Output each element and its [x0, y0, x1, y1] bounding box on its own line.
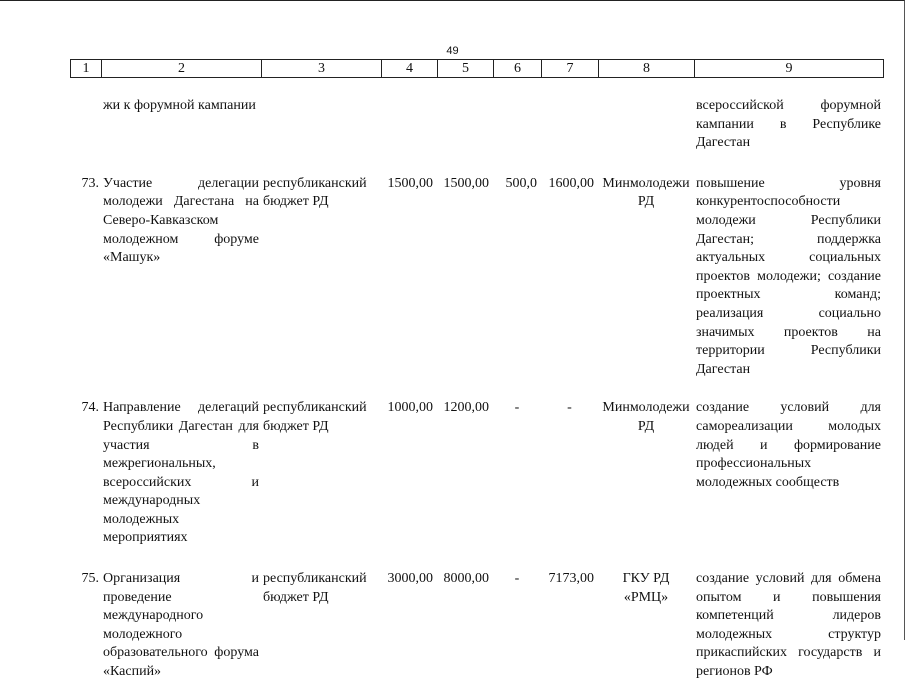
value-col7: -	[567, 400, 572, 416]
value-col5: 1200,00	[443, 400, 489, 416]
executor: Минмолодежи РД	[602, 175, 690, 210]
header-cell: 8	[599, 60, 695, 78]
header-cell: 4	[382, 60, 438, 78]
page-number: 49	[446, 45, 459, 57]
executor: Минмолодежи РД	[602, 400, 690, 434]
expected-result: повышение уровня конкурентоспособности молодежи Республики Дагестан; поддержка актуальных социальных проектов молодежи; создание проектных команд; реализация социально значимых проектов на территории Республики Дагестан	[696, 175, 881, 377]
value-col4: 1500,00	[387, 175, 433, 191]
header-cell: 5	[438, 60, 494, 78]
header-cell: 6	[494, 60, 542, 78]
row-number: 73.	[81, 175, 99, 191]
value-col6: -	[514, 571, 520, 587]
value-col5: 1500,00	[443, 175, 489, 191]
value-col4: 3000,00	[387, 571, 433, 587]
value-col7: 7173,00	[548, 571, 594, 587]
value-col6: -	[514, 400, 520, 416]
value-col6: 500,0	[505, 175, 537, 191]
table-row	[70, 175, 883, 380]
header-cell: 7	[542, 60, 599, 78]
column-number-header	[70, 59, 884, 78]
funding-source: республиканский бюджет РД	[263, 400, 367, 434]
continuation-result: всероссийской форумной кампании в Республике Дагестан	[696, 98, 881, 151]
header-cell: 1	[71, 60, 102, 78]
continuation-row	[70, 97, 883, 153]
header-cell: 9	[695, 60, 884, 78]
value-col4: 1000,00	[387, 400, 433, 416]
expected-result: создание условий для обмена опытом и повышения компетенций лидеров молодежных структур прикаспийских государств и регионов РФ	[696, 571, 881, 680]
value-col5: 8000,00	[443, 571, 489, 587]
continuation-name: жи к форумной кампании	[103, 98, 256, 113]
row-number: 74.	[81, 400, 99, 416]
header-cell: 3	[262, 60, 382, 78]
funding-source: республиканский бюджет РД	[263, 571, 367, 605]
event-name: Участие делегации молодежи Дагестана на Северо-Кавказском молодежном форуме «Машук»	[103, 175, 259, 266]
table-body	[70, 97, 883, 682]
table-row	[70, 399, 883, 548]
executor: ГКУ РД «РМЦ»	[622, 571, 670, 605]
funding-source: республиканский бюджет РД	[263, 175, 367, 210]
row-number: 75.	[81, 571, 99, 587]
expected-result: создание условий для самореализации молодых людей и формирование профессиональных молодежных сообществ	[696, 400, 881, 490]
event-name: Направление делегаций Республики Дагестан для участия в межрегиональных, всероссийских и международных молодежных мероприятиях	[103, 400, 259, 546]
header-cell: 2	[102, 60, 262, 78]
value-col7: 1600,00	[548, 175, 594, 191]
table-row	[70, 570, 883, 682]
event-name: Организация и проведение международного молодежного образовательного форума «Каспий»	[103, 571, 259, 680]
